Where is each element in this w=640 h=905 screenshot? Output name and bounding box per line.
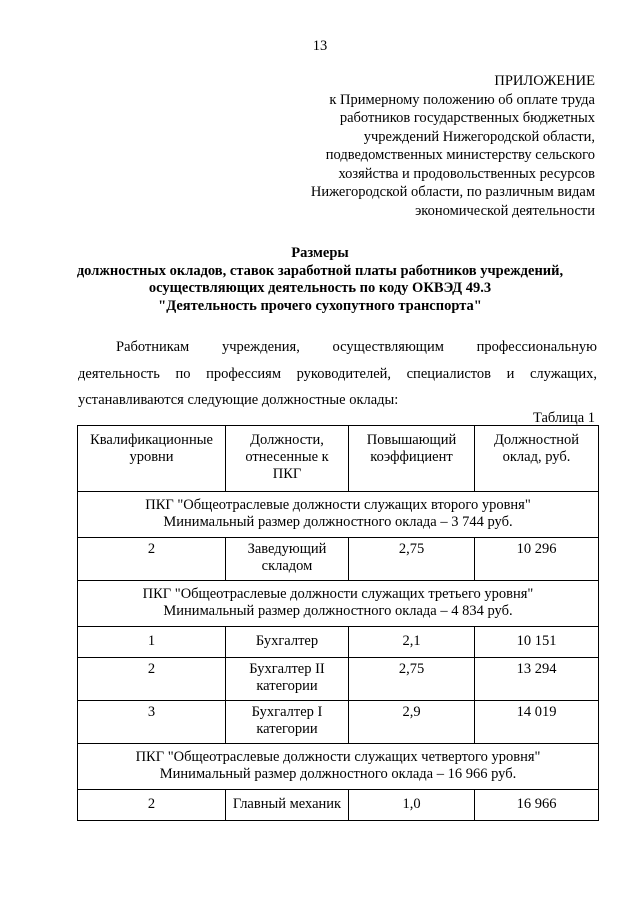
paragraph-word: по — [175, 365, 191, 382]
table-header-row — [78, 426, 599, 492]
cell-coefficient: 2,75 — [349, 658, 475, 701]
cell-level: 2 — [78, 538, 226, 581]
table-row — [78, 790, 599, 821]
cell-level: 3 — [78, 701, 226, 744]
paragraph-word: руководителей, — [296, 365, 392, 382]
appendix-line: хозяйства и продовольственных ресурсов — [338, 165, 595, 182]
salary-table — [77, 425, 599, 821]
group-min-salary: Минимальный размер должностного оклада – 4 834 руб. — [163, 603, 513, 619]
paragraph-line — [78, 334, 597, 361]
paragraph-word: осуществляющим — [332, 339, 444, 355]
appendix-line: ПРИЛОЖЕНИЕ — [494, 73, 595, 89]
group-min-salary: Минимальный размер должностного оклада – 16 966 руб. — [159, 766, 517, 782]
cell-position: Бухгалтер — [226, 627, 349, 658]
cell-salary: 16 966 — [475, 790, 599, 821]
paragraph-word: профессиям — [206, 365, 282, 382]
table-row — [78, 658, 599, 701]
paragraph-text: устанавливаются следующие должностные оклады: — [78, 392, 399, 408]
appendix-line: работников государственных бюджетных — [339, 110, 595, 126]
cell-coefficient: 2,75 — [349, 538, 475, 581]
header-qualification-levels: Квалификационные уровни — [78, 426, 226, 492]
paragraph-word: Работникам — [116, 339, 190, 355]
appendix-line: Нижегородской области, по различным видам — [310, 184, 595, 200]
appendix-line: экономической деятельности — [415, 202, 595, 219]
body-paragraph — [78, 334, 597, 414]
appendix-line: к Примерному положению об оплате труда — [329, 91, 595, 108]
paragraph-word: специалистов — [406, 365, 492, 382]
table-caption: Таблица 1 — [532, 410, 595, 426]
group-header — [78, 744, 599, 790]
group-header — [78, 492, 599, 538]
group-title: ПКГ "Общеотраслевые должности служащих третьего уровня" — [142, 586, 534, 602]
paragraph-word: деятельность — [78, 365, 160, 382]
cell-position: Главный механик — [226, 790, 349, 821]
heading-line: осуществляющих деятельность по коду ОКВЭД 49.3 — [148, 280, 492, 296]
cell-position: Заведующий складом — [226, 538, 349, 581]
paragraph-word: и — [506, 365, 515, 382]
cell-coefficient: 1,0 — [349, 790, 475, 821]
table-row — [78, 627, 599, 658]
cell-salary: 10 296 — [475, 538, 599, 581]
appendix-line: подведомственных министерству сельского — [325, 147, 595, 163]
cell-level: 2 — [78, 658, 226, 701]
group-header-row — [78, 581, 599, 627]
group-min-salary: Минимальный размер должностного оклада – 3 744 руб. — [163, 514, 513, 530]
paragraph-line — [78, 361, 597, 388]
heading-line: Размеры — [291, 245, 349, 261]
paragraph-word: учреждения, — [221, 339, 300, 355]
appendix-block — [235, 72, 595, 220]
group-header-row — [78, 492, 599, 538]
group-header — [78, 581, 599, 627]
paragraph-word: служащих, — [529, 365, 597, 382]
header-salary: Должностной оклад, руб. — [475, 426, 599, 492]
heading-line: должностных окладов, ставок заработной платы работников учреждений, — [76, 262, 564, 279]
page-number: 13 — [312, 38, 328, 54]
paragraph-word: профессиональную — [476, 339, 597, 355]
header-coefficient: Повышающий коэффициент — [349, 426, 475, 492]
cell-coefficient: 2,9 — [349, 701, 475, 744]
cell-salary: 14 019 — [475, 701, 599, 744]
appendix-line: учреждений Нижегородской области, — [363, 128, 595, 145]
header-positions: Должности, отнесенные к ПКГ — [226, 426, 349, 492]
group-title: ПКГ "Общеотраслевые должности служащих четвертого уровня" — [135, 749, 541, 765]
group-title: ПКГ "Общеотраслевые должности служащих второго уровня" — [145, 497, 531, 513]
cell-coefficient: 2,1 — [349, 627, 475, 658]
cell-position: Бухгалтер I категории — [226, 701, 349, 744]
table-row — [78, 538, 599, 581]
table-row — [78, 701, 599, 744]
cell-salary: 10 151 — [475, 627, 599, 658]
cell-position: Бухгалтер II категории — [226, 658, 349, 701]
group-header-row — [78, 744, 599, 790]
paragraph-line — [78, 387, 597, 414]
heading-line: "Деятельность прочего сухопутного транспорта" — [158, 297, 482, 314]
document-heading — [0, 245, 640, 315]
cell-salary: 13 294 — [475, 658, 599, 701]
cell-level: 2 — [78, 790, 226, 821]
cell-level: 1 — [78, 627, 226, 658]
